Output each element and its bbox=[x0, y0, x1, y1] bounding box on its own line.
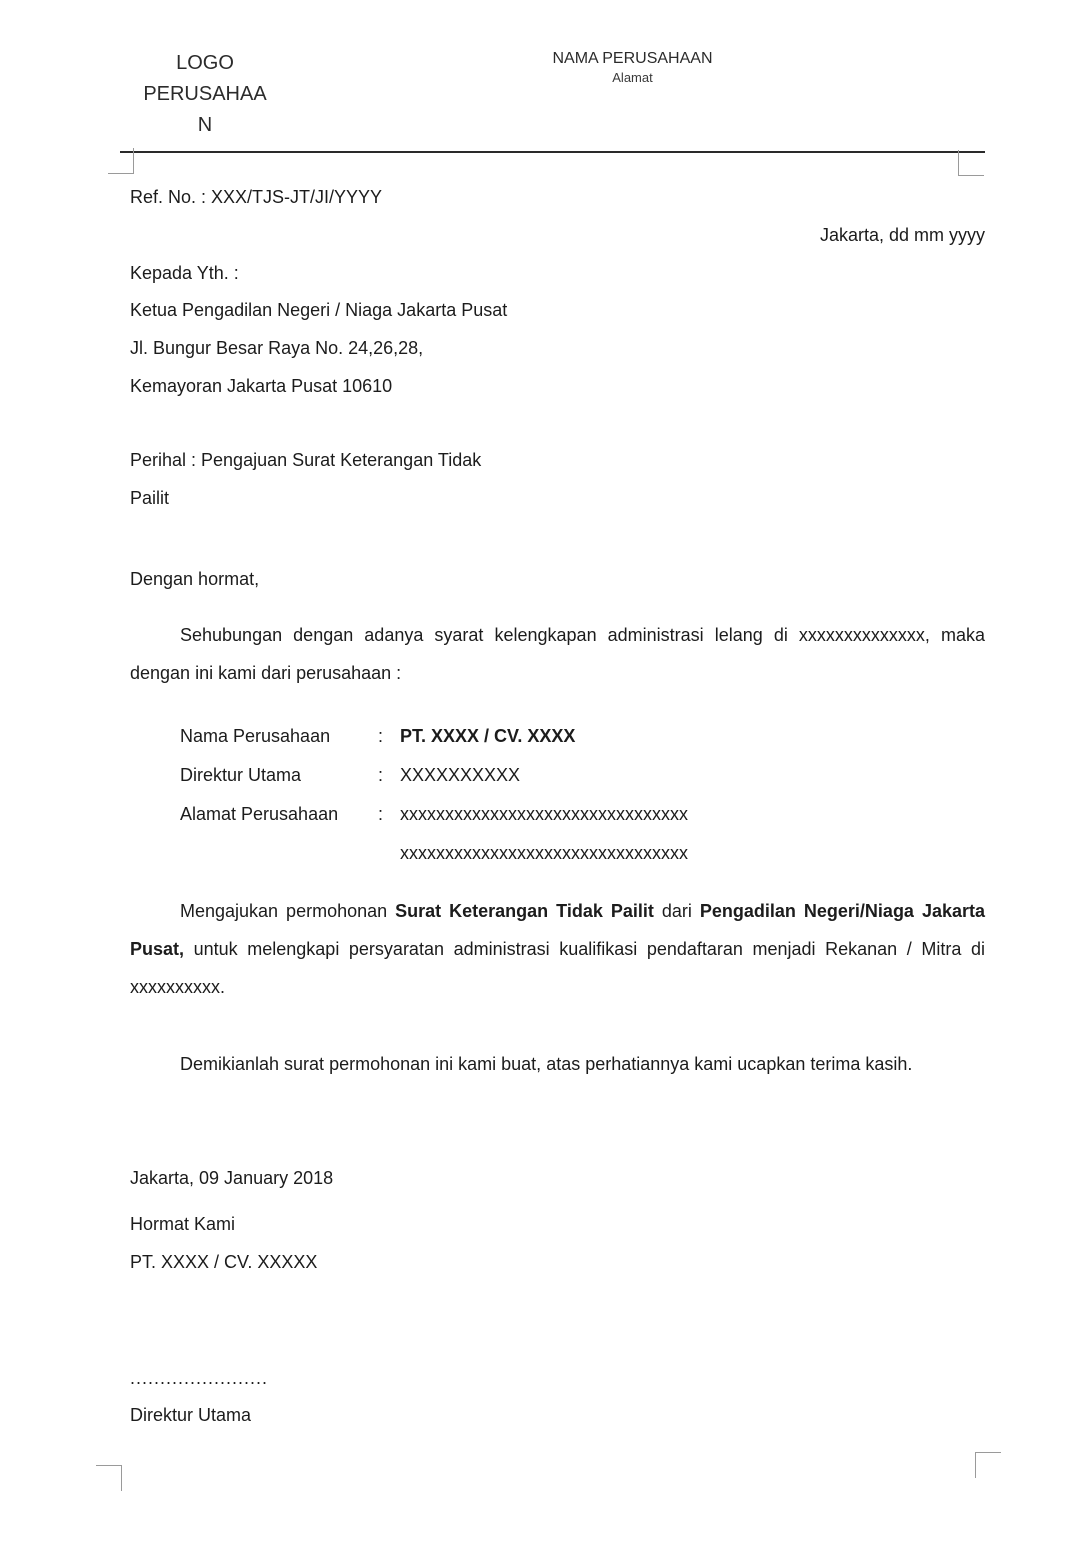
subject-block bbox=[130, 442, 985, 518]
letterhead-divider bbox=[120, 151, 985, 153]
crop-mark-bottom-left bbox=[96, 1465, 122, 1491]
opening-paragraph: Sehubungan dengan adanya syarat kelengkapan administrasi lelang di xxxxxxxxxxxxxx, maka dengan ini kami dari perusahaan : bbox=[130, 625, 985, 683]
detail-separator: : bbox=[378, 803, 384, 824]
crop-mark-top-right bbox=[958, 150, 984, 176]
recipient-salutation: Kepada Yth. : bbox=[130, 262, 239, 283]
detail-row-director bbox=[180, 756, 985, 795]
company-address: Alamat bbox=[612, 70, 653, 85]
company-logo-placeholder bbox=[130, 48, 280, 141]
crop-mark-top-left bbox=[108, 148, 134, 174]
request-text: untuk melengkapi persyaratan administrasi kualifikasi pendaftaran menjadi Rekanan / Mitra di xxxxxxxxxx. bbox=[130, 938, 985, 997]
company-details bbox=[180, 717, 985, 873]
company-header bbox=[280, 48, 985, 85]
logo-line: N bbox=[197, 114, 213, 136]
city-date-line: Jakarta, dd mm yyyy bbox=[819, 224, 985, 245]
recipient-line: Jl. Bungur Besar Raya No. 24,26,28, bbox=[130, 338, 424, 359]
greeting: Dengan hormat, bbox=[130, 569, 260, 590]
detail-value: xxxxxxxxxxxxxxxxxxxxxxxxxxxxxxxx bbox=[400, 803, 688, 824]
subject-line: Pailit bbox=[130, 487, 170, 508]
crop-mark-bottom-right bbox=[975, 1452, 1001, 1478]
company-name: NAMA PERUSAHAAN bbox=[552, 50, 713, 67]
detail-row-address bbox=[180, 795, 985, 834]
letterhead bbox=[130, 48, 985, 141]
closing-company: PT. XXXX / CV. XXXXX bbox=[130, 1251, 318, 1272]
subject-line: Perihal : Pengajuan Surat Keterangan Tidak bbox=[130, 449, 482, 470]
closing-salutation: Hormat Kami bbox=[130, 1213, 236, 1234]
closing-date: Jakarta, 09 January 2018 bbox=[130, 1168, 334, 1189]
reference-number: Ref. No. : XXX/TJS-JT/JI/YYYY bbox=[130, 187, 383, 207]
request-text: Mengajukan permohonan bbox=[180, 900, 396, 921]
recipient-line: Ketua Pengadilan Negeri / Niaga Jakarta Pusat bbox=[130, 300, 508, 321]
detail-value: PT. XXXX / CV. XXXX bbox=[400, 725, 576, 746]
detail-separator: : bbox=[378, 764, 384, 785]
request-text-bold: Pengadilan Negeri/Niaga Jakarta Pusat, bbox=[130, 900, 985, 959]
recipient-line: Kemayoran Jakarta Pusat 10610 bbox=[130, 375, 393, 396]
signature-dotted-line: ....................... bbox=[130, 1367, 269, 1388]
detail-separator: : bbox=[378, 725, 384, 746]
detail-label bbox=[180, 834, 378, 873]
request-text-bold: Surat Keterangan Tidak Pailit bbox=[395, 900, 654, 921]
detail-value: XXXXXXXXXX bbox=[400, 764, 521, 785]
detail-row-company-name bbox=[180, 717, 985, 756]
detail-separator bbox=[378, 834, 400, 873]
signer-title: Direktur Utama bbox=[130, 1405, 252, 1426]
detail-row-address-continued bbox=[180, 834, 985, 873]
closing-paragraph: Demikianlah surat permohonan ini kami buat, atas perhatiannya kami ucapkan terima kasih. bbox=[180, 1054, 913, 1075]
detail-label: Nama Perusahaan bbox=[180, 725, 331, 746]
request-text: dari bbox=[653, 900, 700, 921]
logo-line: PERUSAHAA bbox=[143, 83, 267, 105]
detail-value: xxxxxxxxxxxxxxxxxxxxxxxxxxxxxxxx bbox=[400, 842, 688, 863]
logo-line: LOGO bbox=[176, 52, 234, 74]
request-paragraph bbox=[130, 893, 985, 1006]
detail-label: Alamat Perusahaan bbox=[180, 803, 339, 824]
recipient-block bbox=[130, 255, 985, 406]
detail-label: Direktur Utama bbox=[180, 764, 302, 785]
